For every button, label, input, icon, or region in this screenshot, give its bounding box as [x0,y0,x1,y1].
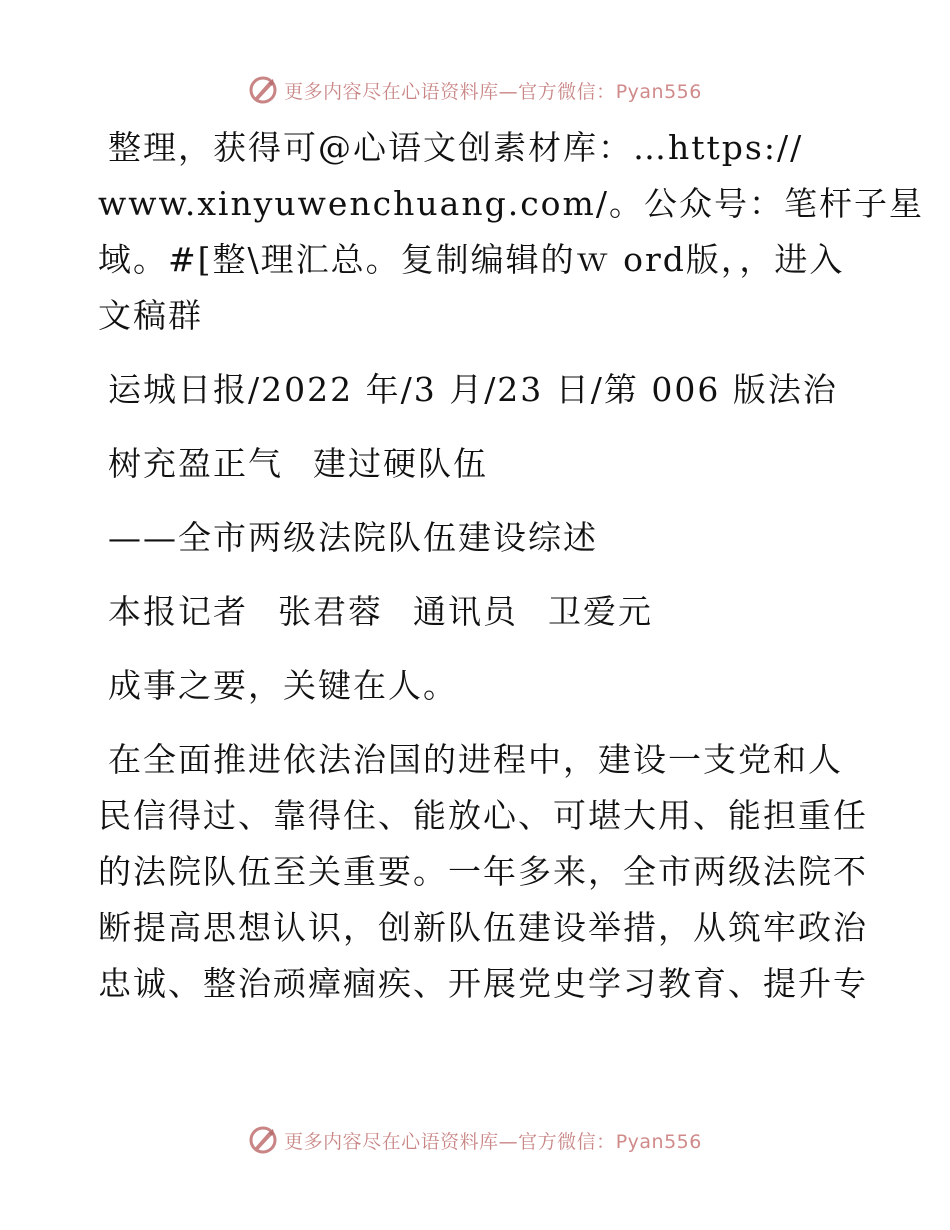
source-line: 运城日报/2022 年/3 月/23 日/第 006 版法治 [108,370,838,409]
byline-reporter-name: 张君蓉 [278,592,383,631]
watermark-brand: 更多内容尽在心语资料库 [284,80,499,103]
lead-sentence: 成事之要，关键在人。 [108,666,458,705]
intro-line-2: www.xinyuwenchuang.com/。公众号：笔杆子星 [98,184,924,223]
watermark-brand: 更多内容尽在心语资料库 [284,1130,499,1153]
byline-reporter-label: 本报记者 [108,592,248,631]
article-subtitle: ——全市两级法院队伍建设综述 [108,518,598,557]
watermark-text [284,77,702,104]
body-line-2: 民信得过、靠得住、能放心、可堪大用、能担重任 [98,796,868,835]
watermark-wechat-id: Pyan556 [615,1130,702,1153]
byline-correspondent-name: 卫爱元 [548,592,653,631]
watermark-wechat-id: Pyan556 [615,80,702,103]
intro-line-3: 域。#[整\理汇总。复制编辑的ｗ ord版，，进入 [98,240,845,279]
watermark-header [0,70,950,110]
intro-line-1: 整理，获得可@心语文创素材库：…https:// [108,128,804,167]
byline [98,584,858,640]
watermark-footer [0,1120,950,1160]
quill-pen-seal-icon [248,1125,278,1155]
article-title-part-2: 建过硬队伍 [313,444,488,483]
watermark-separator: — [498,1130,519,1153]
article-title-part-1: 树充盈正气 [108,444,283,483]
watermark-separator: — [498,80,519,103]
watermark-wechat-label: 官方微信： [518,1130,616,1153]
document-body [98,120,924,1030]
body-paragraph [98,732,868,1012]
body-line-3: 的法院队伍至关重要。一年多来，全市两级法院不 [98,852,868,891]
body-line-4: 断提高思想认识，创新队伍建设举措，从筑牢政治 [98,908,868,947]
watermark-wechat-label: 官方微信： [518,80,616,103]
article-title [98,436,858,492]
intro-paragraph [98,120,924,344]
intro-line-4: 文稿群 [98,296,203,335]
body-line-5: 忠诚、整治顽瘴痼疾、开展党史学习教育、提升专 [98,964,868,1003]
byline-correspondent-label: 通讯员 [413,592,518,631]
body-line-1: 在全面推进依法治国的进程中，建设一支党和人 [108,740,843,779]
quill-pen-seal-icon [248,75,278,105]
watermark-text [284,1127,702,1154]
